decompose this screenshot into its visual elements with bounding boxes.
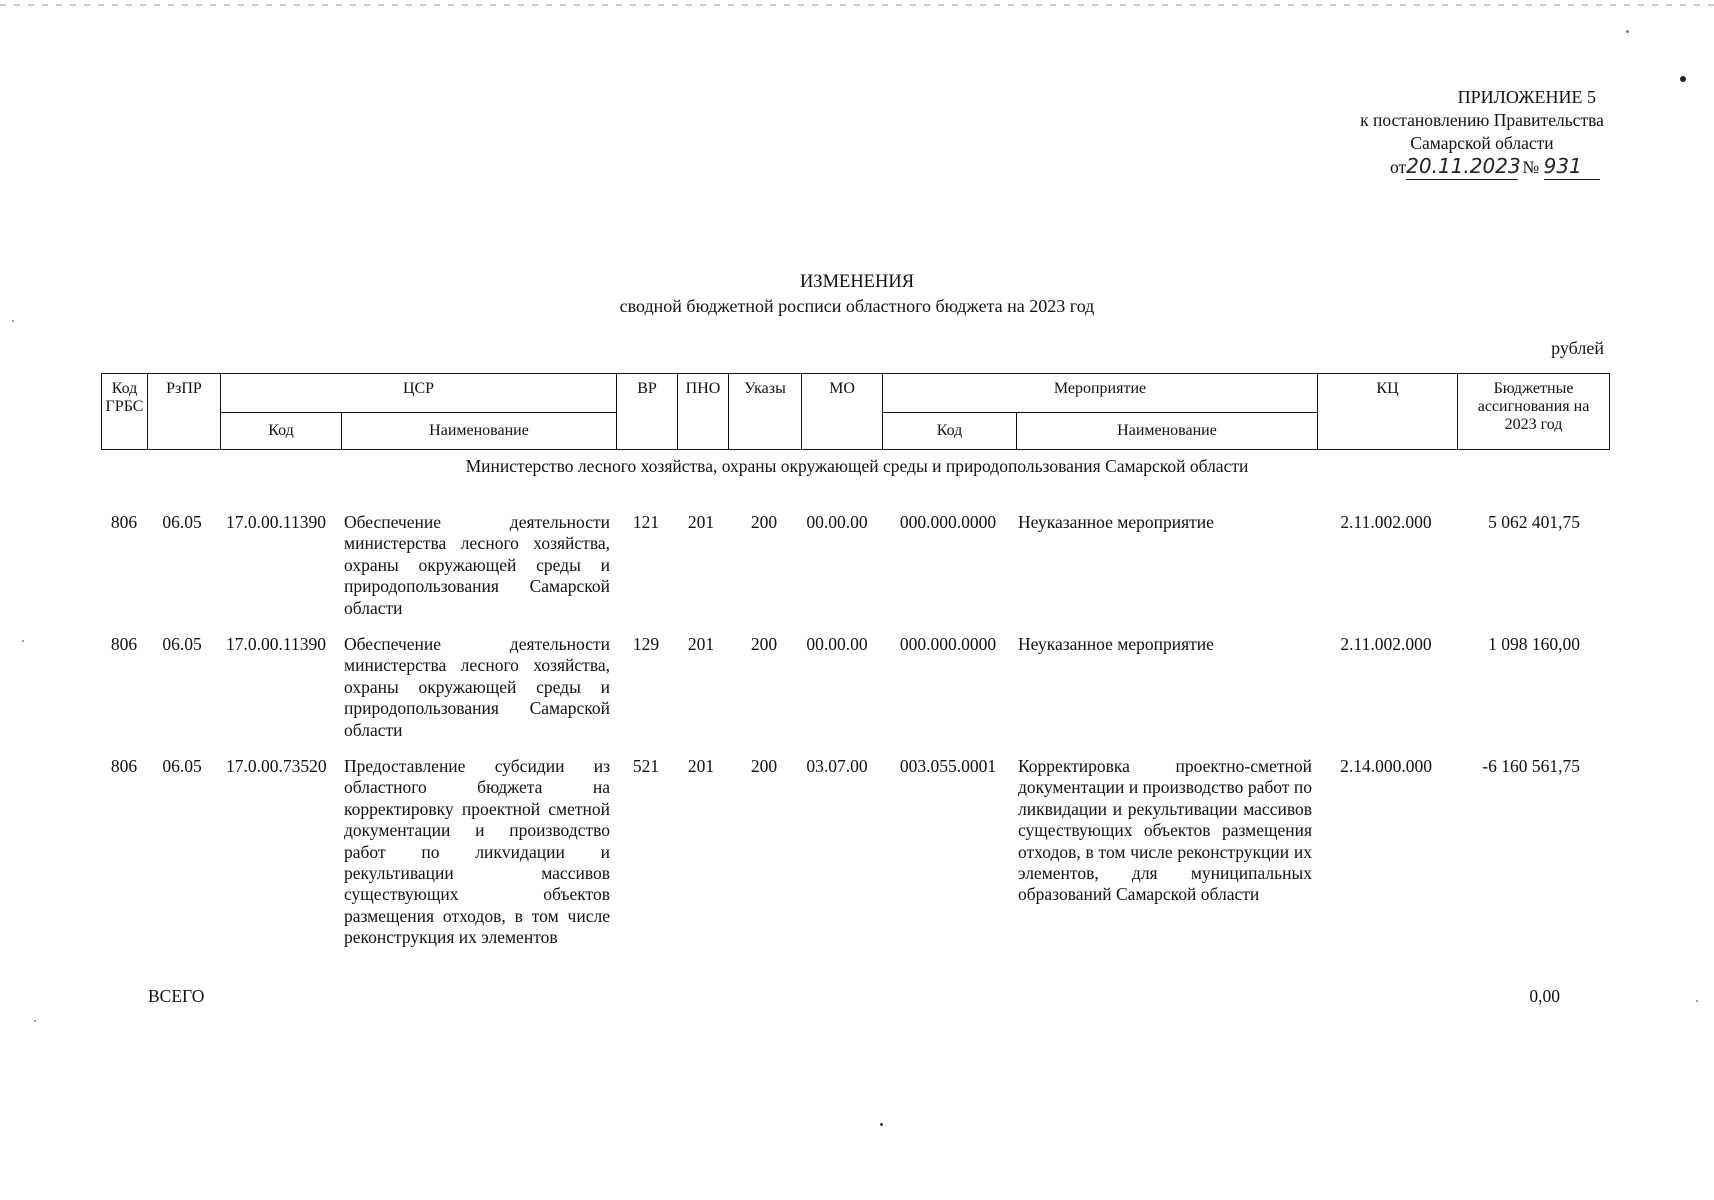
cell-event-name: Корректировка проектно-сметной документации и производство работ по ликвидации и рекультивации массивов существующих объектов размещения отходов, в том числе реконструкции их элементов, для муниципальных образований Самарской области [1018, 756, 1312, 905]
header-event-name: Наименование [1017, 413, 1318, 450]
header-rzpr: РзПР [148, 374, 221, 450]
cell-pno: 201 [687, 756, 715, 776]
header-ukazy: Указы [729, 374, 802, 450]
cell-mo: 00.00.00 [806, 512, 868, 532]
handwritten-date: 20.11.2023 [1406, 154, 1521, 178]
cell-mo: 03.07.00 [806, 756, 868, 776]
header-mo: МО [802, 374, 883, 450]
number-prefix: № [1522, 157, 1540, 177]
scan-speck [1626, 30, 1629, 33]
cell-amount: 5 062 401,75 [1488, 512, 1580, 532]
cell-csr-code: 17.0.00.11390 [226, 512, 326, 532]
appendix-date-line [1332, 155, 1632, 181]
cell-amount: 1 098 160,00 [1488, 634, 1580, 654]
scan-speck [22, 640, 24, 642]
cell-pno: 201 [687, 634, 715, 654]
date-prefix: от [1390, 157, 1407, 177]
header-event: Мероприятие [883, 374, 1318, 413]
header-csr-code: Код [221, 413, 342, 450]
cell-csr-code: 17.0.00.73520 [226, 756, 327, 776]
cell-event-code: 000.000.0000 [899, 512, 997, 532]
handwritten-number: 931 [1543, 154, 1582, 178]
cell-mo: 00.00.00 [806, 634, 868, 654]
appendix-ref-line1: к постановлению Правительства [1360, 110, 1604, 130]
cell-event-code: 003.055.0001 [899, 756, 997, 776]
cell-event-name: Неуказанное мероприятие [1018, 512, 1214, 532]
header-pno: ПНО [678, 374, 729, 450]
cell-ukazy: 200 [750, 756, 778, 776]
cell-grbs: 806 [110, 512, 138, 532]
cell-kc: 2.14.000.000 [1340, 756, 1432, 776]
appendix-ref-line2: Самарской области [1410, 133, 1554, 153]
cell-csr-code: 17.0.00.11390 [226, 634, 326, 654]
cell-ukazy: 200 [750, 634, 778, 654]
cell-kc: 2.11.002.000 [1340, 512, 1432, 532]
cell-pno: 201 [687, 512, 715, 532]
currency-unit: рублей [1551, 338, 1604, 358]
total-label: ВСЕГО [148, 986, 205, 1006]
scan-speck [34, 1020, 36, 1022]
scan-speck [1680, 76, 1686, 82]
cell-rzpr: 06.05 [162, 634, 202, 654]
cell-vr: 121 [632, 512, 660, 532]
header-budget: Бюджетные ассигнования на 2023 год [1458, 374, 1610, 450]
scan-speck [12, 320, 14, 322]
scan-speck [880, 1123, 883, 1126]
cell-rzpr: 06.05 [162, 756, 202, 776]
document-subtitle: сводной бюджетной росписи областного бюджета на 2023 год [619, 296, 1095, 316]
cell-vr: 129 [632, 634, 660, 654]
header-grbs: Код ГРБС [102, 374, 148, 450]
cell-ukazy: 200 [750, 512, 778, 532]
header-csr-name: Наименование [342, 413, 617, 450]
cell-csr-name: Обеспечение деятельности министерства лесного хозяйства, охраны окружающей среды и природопользования Самарской области [344, 512, 610, 618]
cell-event-code: 000.000.0000 [899, 634, 997, 654]
cell-grbs: 806 [110, 756, 138, 776]
appendix-block [1332, 86, 1632, 181]
cell-grbs: 806 [110, 634, 138, 654]
scan-edge-noise [0, 4, 1714, 6]
appendix-title: ПРИЛОЖЕНИЕ 5 [1457, 87, 1596, 107]
cell-kc: 2.11.002.000 [1340, 634, 1432, 654]
document-title: ИЗМЕНЕНИЯ [799, 272, 915, 292]
cell-vr: 521 [632, 756, 660, 776]
cell-csr-name: Обеспечение деятельности министерства лесного хозяйства, охраны окружающей среды и природопользования Самарской области [344, 634, 610, 740]
header-csr: ЦСР [221, 374, 617, 413]
scan-speck [1696, 1000, 1698, 1002]
cell-amount: -6 160 561,75 [1482, 756, 1580, 776]
cell-event-name: Неуказанное мероприятие [1018, 634, 1214, 654]
table-header [101, 373, 1610, 450]
header-vr: ВР [617, 374, 678, 450]
ministry-name: Министерство лесного хозяйства, охраны окружающей среды и природопользования Самарской области [465, 456, 1249, 476]
cell-csr-name: Предоставление субсидии из областного бюджета на корректировку проектной сметной документации и производство работ по ликvидации и рекультивации массивов существующих объектов размещения отходов, в том числе реконструкция их элементов [344, 756, 610, 948]
total-value: 0,00 [1529, 986, 1560, 1006]
header-event-code: Код [883, 413, 1017, 450]
cell-rzpr: 06.05 [162, 512, 202, 532]
header-kc: КЦ [1318, 374, 1458, 450]
